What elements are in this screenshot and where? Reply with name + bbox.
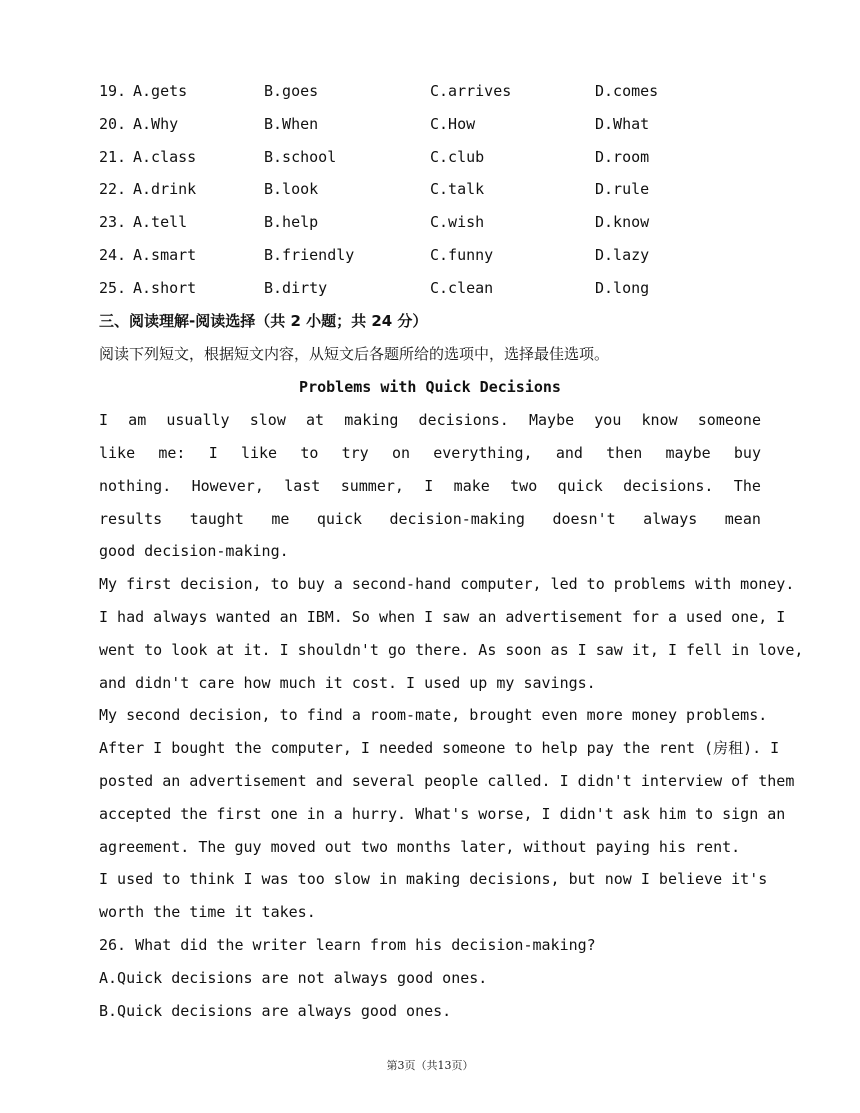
option-d: D.room	[595, 148, 650, 166]
passage-word: and	[555, 444, 583, 462]
passage-line	[99, 408, 761, 432]
passage-word: buy	[733, 444, 761, 462]
passage-word: However,	[191, 477, 264, 495]
question-number: 25.	[99, 279, 127, 297]
passage-word: taught	[189, 510, 244, 528]
passage-word: last	[284, 477, 321, 495]
passage-word: me:	[158, 444, 186, 462]
passage-line: I had always wanted an IBM. So when I saw an advertisement for a used one, I	[99, 608, 786, 626]
passage-word: quick	[316, 510, 363, 528]
option-a: A.tell	[133, 213, 188, 231]
passage-line: After I bought the computer, I needed someone to help pay the rent (房租). I	[99, 739, 780, 757]
question-number: 22.	[99, 180, 127, 198]
passage-word: know	[641, 411, 678, 429]
section-instructions: 阅读下列短文，根据短文内容，从短文后各题所给的选项中，选择最佳选项。	[99, 345, 610, 363]
option-c: C.talk	[430, 180, 485, 198]
question-number: 19.	[99, 82, 127, 100]
passage-word: decisions.	[623, 477, 714, 495]
option-a: A.Why	[133, 115, 179, 133]
passage-word: everything,	[433, 444, 533, 462]
passage-word: then	[606, 444, 643, 462]
option-c: C.wish	[430, 213, 485, 231]
option-d: D.lazy	[595, 246, 650, 264]
passage-word: like	[99, 444, 136, 462]
passage-line: good decision-making.	[99, 542, 289, 560]
passage-line: and didn't care how much it cost. I used up my savings.	[99, 674, 596, 692]
passage-word: try	[341, 444, 369, 462]
option-a: A.gets	[133, 82, 188, 100]
option-d: D.rule	[595, 180, 650, 198]
option-b: B.school	[264, 148, 337, 166]
passage-line: My second decision, to find a room-mate, brought even more money problems.	[99, 706, 768, 724]
passage-line: accepted the first one in a hurry. What's worse, I didn't ask him to sign an	[99, 805, 786, 823]
passage-word: am	[128, 411, 147, 429]
passage-word: at	[306, 411, 325, 429]
question-number: 24.	[99, 246, 127, 264]
option-c: C.How	[430, 115, 476, 133]
passage-word: make	[453, 477, 490, 495]
section-heading: 三、阅读理解-阅读选择（共 2 小题；共 24 分）	[99, 312, 428, 330]
option-c: C.funny	[430, 246, 494, 264]
option-b: B.look	[264, 180, 319, 198]
passage-word: quick	[557, 477, 603, 495]
answer-option-a[interactable]: A.Quick decisions are not always good ones.	[99, 969, 488, 987]
option-b: B.When	[264, 115, 319, 133]
option-c: C.arrives	[430, 82, 512, 100]
option-b: B.friendly	[264, 246, 355, 264]
passage-line: worth the time it takes.	[99, 903, 316, 921]
passage-word: someone	[697, 411, 761, 429]
passage-word: The	[733, 477, 761, 495]
passage-word: Maybe	[528, 411, 575, 429]
passage-word: doesn't	[552, 510, 616, 528]
option-b: B.dirty	[264, 279, 328, 297]
question-stem: 26. What did the writer learn from his decision-making?	[99, 936, 596, 954]
option-d: D.What	[595, 115, 650, 133]
option-a: A.class	[133, 148, 197, 166]
question-number: 20.	[99, 115, 127, 133]
passage-word: nothing.	[99, 477, 172, 495]
option-b: B.goes	[264, 82, 319, 100]
passage-word: you	[594, 411, 622, 429]
question-number: 21.	[99, 148, 127, 166]
passage-word: always	[643, 510, 698, 528]
option-d: D.comes	[595, 82, 659, 100]
passage-word: making	[344, 411, 399, 429]
passage-word: I	[208, 444, 218, 462]
option-c: C.clean	[430, 279, 494, 297]
answer-option-b[interactable]: B.Quick decisions are always good ones.	[99, 1002, 452, 1020]
passage-word: on	[391, 444, 410, 462]
passage-word: I	[424, 477, 434, 495]
option-a: A.smart	[133, 246, 197, 264]
passage-word: mean	[724, 510, 761, 528]
page-footer: 第3页（共13页）	[386, 1059, 474, 1072]
passage-line	[99, 441, 761, 465]
passage-word: slow	[249, 411, 286, 429]
passage-line: went to look at it. I shouldn't go there. As soon as I saw it, I fell in love,	[99, 641, 804, 659]
passage-word: summer,	[340, 477, 404, 495]
passage-line	[99, 507, 761, 531]
option-a: A.drink	[133, 180, 197, 198]
passage-word: maybe	[665, 444, 711, 462]
passage-line: I used to think I was too slow in making decisions, but now I believe it's	[99, 870, 768, 888]
passage-word: two	[510, 477, 538, 495]
passage-word: I	[99, 411, 109, 429]
passage-line: posted an advertisement and several people called. I didn't interview of them	[99, 772, 795, 790]
passage-line	[99, 474, 761, 498]
question-number: 23.	[99, 213, 127, 231]
passage-line: agreement. The guy moved out two months later, without paying his rent.	[99, 838, 741, 856]
passage-word: me	[271, 510, 290, 528]
passage-title: Problems with Quick Decisions	[299, 378, 561, 396]
option-c: C.club	[430, 148, 485, 166]
passage-word: usually	[166, 411, 230, 429]
passage-word: like	[240, 444, 278, 462]
passage-word: decision-making	[389, 510, 525, 528]
passage-word: results	[99, 510, 163, 528]
option-d: D.long	[595, 279, 650, 297]
option-d: D.know	[595, 213, 650, 231]
passage-word: decisions.	[418, 411, 509, 429]
option-b: B.help	[264, 213, 319, 231]
passage-word: to	[300, 444, 319, 462]
option-a: A.short	[133, 279, 197, 297]
passage-line: My first decision, to buy a second-hand computer, led to problems with money.	[99, 575, 795, 593]
